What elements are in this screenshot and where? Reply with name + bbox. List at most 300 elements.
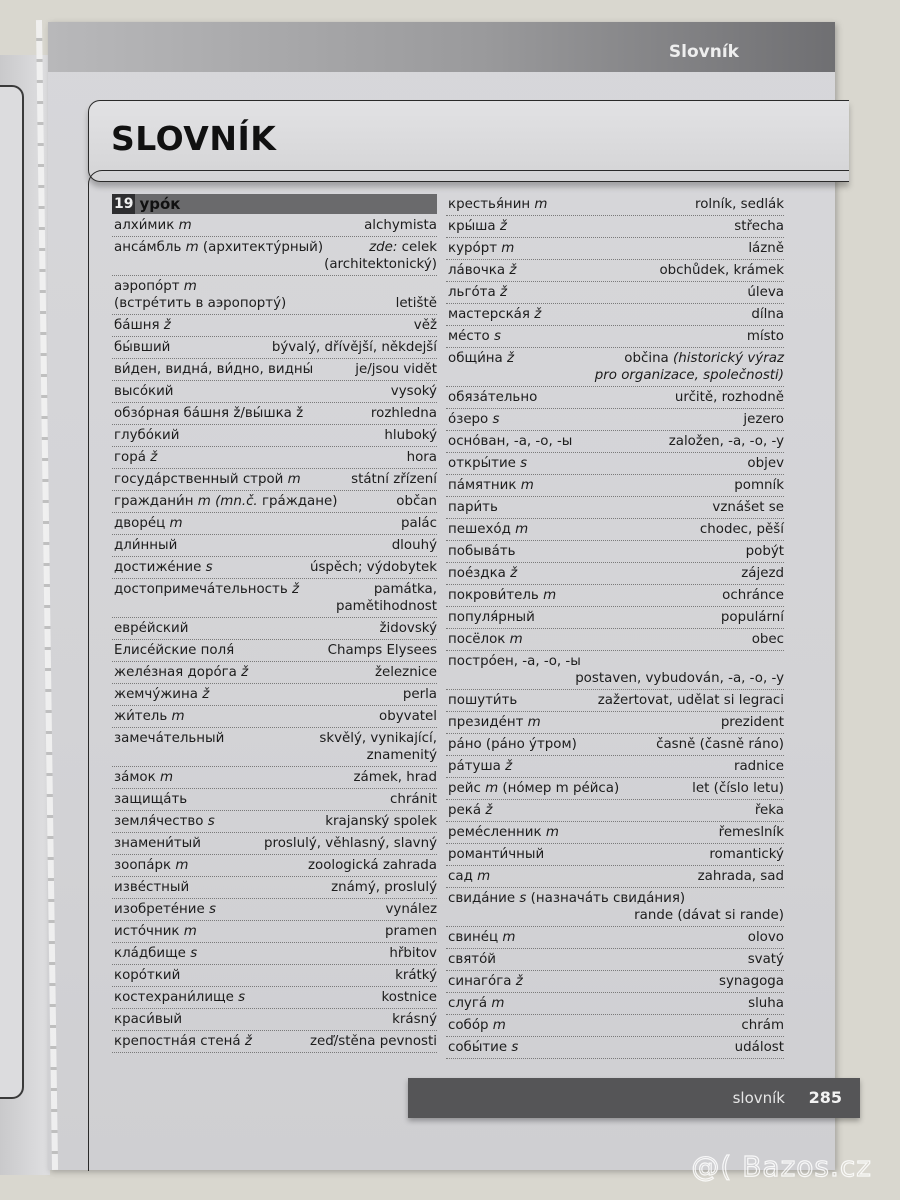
- entry-row: [114, 945, 437, 962]
- dictionary-entry: [112, 684, 437, 706]
- dictionary-entry: [446, 541, 784, 563]
- entry-row: [114, 791, 437, 808]
- czech-translation: [354, 769, 437, 786]
- gender-marker: m: [485, 781, 499, 796]
- gender-marker: ž: [150, 450, 158, 465]
- gender-marker: s: [207, 814, 215, 829]
- russian-term: [448, 218, 507, 235]
- dictionary-entry: [112, 557, 437, 579]
- russian-word: жемчу́жина: [114, 687, 198, 702]
- entry-row: [448, 995, 784, 1012]
- translation-text: úspěch; výdobytek: [309, 560, 437, 575]
- dictionary-entry: [112, 728, 437, 767]
- russian-term: [448, 521, 528, 538]
- translation-text: ochránce: [722, 588, 784, 603]
- czech-translation: [369, 239, 437, 256]
- czech-translation: [747, 455, 784, 472]
- translation-text: zájezd: [741, 566, 784, 581]
- czech-translation: [389, 945, 437, 962]
- translation-text: synagoga: [719, 974, 784, 989]
- entry-row: [448, 973, 784, 990]
- entry-row: [448, 306, 784, 323]
- russian-term: [448, 973, 523, 990]
- russian-term: [114, 239, 323, 256]
- translation-text: řeka: [754, 803, 784, 818]
- gender-marker: s: [511, 1040, 519, 1055]
- entry-row-2: [114, 295, 437, 312]
- translation-text: proslulý, věhlasný, slavný: [264, 836, 437, 851]
- entry-row: [114, 471, 437, 488]
- gender-marker: m: [159, 770, 174, 785]
- translation-text: řemeslník: [718, 825, 784, 840]
- russian-word: изобретéние: [114, 902, 205, 917]
- russian-term: [114, 559, 213, 576]
- russian-word: романти́чный: [448, 847, 545, 862]
- russian-term: [448, 868, 490, 885]
- dictionary-entry: [446, 629, 784, 651]
- czech-translation: [308, 857, 437, 874]
- dictionary-entry: [446, 949, 784, 971]
- russian-term: [114, 317, 171, 334]
- dictionary-entry: [446, 497, 784, 519]
- entry-row: [114, 642, 437, 659]
- gender-marker: m: [183, 279, 197, 294]
- russian-term: [114, 901, 216, 918]
- russian-note: (mn.č.: [215, 494, 258, 509]
- gender-marker: m: [502, 930, 516, 945]
- entry-row: [448, 350, 784, 367]
- russian-word: мéсто: [448, 329, 490, 344]
- czech-translation: [741, 565, 784, 582]
- russian-word: желéзная дорóга: [114, 665, 237, 680]
- dictionary-entry: [446, 690, 784, 712]
- entry-row: [114, 901, 437, 918]
- gender-marker: m: [509, 632, 523, 647]
- russian-term: [114, 769, 173, 786]
- russian-term: [114, 664, 248, 681]
- russian-term: [114, 339, 170, 356]
- entry-row: [448, 951, 784, 968]
- russian-word: дли́нный: [114, 538, 178, 553]
- entry-row: [114, 278, 437, 295]
- dictionary-entry: [446, 387, 784, 409]
- czech-translation: [385, 923, 437, 940]
- translation-text: prezident: [720, 715, 784, 730]
- translation-text: skvělý, vynikající,: [319, 731, 437, 746]
- entry-row: [448, 1039, 784, 1056]
- czech-translation: [392, 1011, 437, 1028]
- russian-word: крепостнáя стенá: [114, 1034, 241, 1049]
- translation-text: hluboký: [384, 428, 437, 443]
- translation-text: památka,: [373, 582, 437, 597]
- czech-translation: [407, 449, 437, 466]
- gender-marker: ž: [515, 974, 523, 989]
- russian-word: глубóкий: [114, 428, 180, 443]
- left-column: [112, 194, 437, 1053]
- gender-marker: ž: [505, 759, 513, 774]
- czech-translation: [624, 350, 784, 367]
- russian-word: льгóта: [448, 285, 496, 300]
- entry-row: [114, 1011, 437, 1028]
- entry-row: [448, 218, 784, 235]
- russian-term: [448, 780, 619, 797]
- entry-row: [448, 758, 784, 775]
- gender-marker: ž: [510, 566, 518, 581]
- gender-marker: m: [491, 996, 505, 1011]
- russian-term: [114, 945, 197, 962]
- russian-word: госудáрственный строй: [114, 472, 284, 487]
- translation-text: pobýt: [745, 544, 784, 559]
- russian-word: рейс: [448, 781, 481, 796]
- russian-word: рекá: [448, 803, 482, 818]
- dictionary-entry: [446, 453, 784, 475]
- translation-text: zámek, hrad: [353, 770, 437, 785]
- russian-term: [448, 714, 541, 731]
- translation-text: perla: [402, 687, 437, 702]
- dictionary-entry: [112, 921, 437, 943]
- russian-term: [114, 361, 313, 378]
- dictionary-entry: [446, 409, 784, 431]
- entry-row: [448, 929, 784, 946]
- dictionary-entry: [112, 640, 437, 662]
- czech-translation: [371, 405, 437, 422]
- gender-marker: s: [238, 990, 246, 1005]
- russian-word: зоопáрк: [114, 858, 172, 873]
- entry-row: [114, 449, 437, 466]
- entry-row: [114, 664, 437, 681]
- entry-row: [448, 499, 784, 516]
- czech-translation: [379, 620, 437, 637]
- entry-row: [448, 868, 784, 885]
- russian-term: [114, 686, 209, 703]
- dictionary-entry: [446, 734, 784, 756]
- translation-text: občan: [396, 494, 437, 509]
- translation-text: celek: [401, 240, 437, 255]
- dictionary-entry: [446, 651, 784, 690]
- dictionary-entry: [112, 579, 437, 618]
- dictionary-entry: [112, 899, 437, 921]
- gender-marker: ž: [534, 307, 542, 322]
- russian-word: жи́тель: [114, 709, 168, 724]
- czech-translation: [385, 901, 437, 918]
- translation-text: chránit: [389, 792, 437, 807]
- russian-word: мастерскáя: [448, 307, 530, 322]
- russian-term: [448, 477, 534, 494]
- translation-text: letiště: [395, 296, 437, 311]
- entry-row: [114, 620, 437, 637]
- translation-text: časně (časně ráno): [656, 737, 784, 752]
- translation-text: objev: [747, 456, 784, 471]
- russian-term: [448, 609, 535, 626]
- russian-word: знамени́тый: [114, 836, 201, 851]
- gender-marker: s: [492, 412, 500, 427]
- dictionary-entry: [112, 315, 437, 337]
- czech-translation: [310, 559, 437, 576]
- russian-word: рáно (рáно у́тром): [448, 737, 577, 752]
- czech-translation: [403, 686, 437, 703]
- russian-term: [448, 328, 501, 345]
- czech-translation: [721, 609, 784, 626]
- entry-row: [448, 587, 784, 604]
- entry-row: [114, 317, 437, 334]
- russian-term: [114, 537, 177, 554]
- russian-term: [448, 1039, 518, 1056]
- gender-marker: m: [183, 924, 197, 939]
- gender-marker: s: [205, 560, 213, 575]
- translation-text: vysoký: [390, 384, 437, 399]
- czech-translation-line-2: znamenitý: [366, 748, 437, 763]
- dictionary-entry: [446, 1037, 784, 1059]
- russian-term: [114, 581, 299, 598]
- russian-word: защищáть: [114, 792, 188, 807]
- russian-word: оснóван, -а, -о, -ы: [448, 434, 573, 449]
- dictionary-entry: [112, 789, 437, 811]
- dictionary-entry: [446, 216, 784, 238]
- dictionary-entry: [112, 1009, 437, 1031]
- russian-word: свинéц: [448, 930, 499, 945]
- gender-marker: ž: [202, 687, 210, 702]
- entry-row: [114, 923, 437, 940]
- translation-text: let (číslo letu): [692, 781, 784, 796]
- translation-text: lázně: [748, 241, 784, 256]
- czech-translation: [414, 317, 437, 334]
- russian-term: [448, 995, 504, 1012]
- czech-translation: [598, 692, 784, 709]
- russian-term: [448, 758, 512, 775]
- translation-text: obec: [751, 632, 784, 647]
- translation-text: zažertovat, udělat si legraci: [597, 693, 784, 708]
- dictionary-entry: [446, 282, 784, 304]
- czech-translation: [755, 802, 784, 819]
- translation-text: založen, -a, -o, -y: [668, 434, 784, 449]
- russian-word: собóр: [448, 1018, 489, 1033]
- entry-row: [114, 1033, 437, 1050]
- translation-text: dílna: [751, 307, 784, 322]
- entry-row: [114, 515, 437, 532]
- russian-term: [114, 493, 337, 510]
- czech-translation: [748, 951, 784, 968]
- translation-text: krajanský spolek: [325, 814, 437, 829]
- entry-row: [114, 427, 437, 444]
- translation-text: rolník, sedlák: [695, 197, 784, 212]
- entry-row: [114, 813, 437, 830]
- translation-text: dlouhý: [391, 538, 437, 553]
- czech-translation: [381, 989, 437, 1006]
- dictionary-entry: [446, 866, 784, 888]
- czech-translation: [748, 929, 784, 946]
- translation-text: alchymista: [364, 218, 437, 233]
- dictionary-entry: [446, 326, 784, 348]
- translation-text: romantický: [709, 847, 784, 862]
- translation-text: radnice: [733, 759, 784, 774]
- russian-word: общи́на: [448, 351, 503, 366]
- russian-term: [114, 449, 157, 466]
- dictionary-entry: [446, 585, 784, 607]
- russian-term: [448, 587, 556, 604]
- russian-word: свидáние: [448, 891, 516, 906]
- dictionary-entry: [112, 469, 437, 491]
- entry-row: [448, 780, 784, 797]
- lesson-heading: [112, 194, 437, 214]
- czech-translation: [743, 411, 784, 428]
- russian-extra: грáждане): [261, 494, 338, 509]
- translation-text: svatý: [747, 952, 784, 967]
- czech-translation: [374, 581, 437, 598]
- russian-term: [114, 278, 197, 295]
- russian-term: [114, 217, 192, 234]
- russian-word: курóрт: [448, 241, 498, 256]
- russian-term: [448, 890, 685, 907]
- russian-word: алхи́мик: [114, 218, 175, 233]
- russian-term: [448, 389, 537, 406]
- russian-extra: (назначáть свидáния): [530, 891, 686, 906]
- entry-row: [114, 857, 437, 874]
- czech-translation: [375, 664, 437, 681]
- czech-translation: [675, 389, 784, 406]
- russian-extra: (нóмер m рéйса): [502, 781, 620, 796]
- russian-term: [114, 835, 201, 852]
- lesson-word: урóк: [139, 195, 181, 213]
- russian-word: высóкий: [114, 384, 174, 399]
- entry-row: [448, 477, 784, 494]
- gender-marker: m: [287, 472, 301, 487]
- czech-translation: [695, 196, 784, 213]
- dictionary-entry: [446, 712, 784, 734]
- russian-term: [448, 262, 516, 279]
- russian-word: извéстный: [114, 880, 190, 895]
- russian-word: дворéц: [114, 516, 166, 531]
- gender-marker: s: [520, 456, 528, 471]
- russian-word: пошути́ть: [448, 693, 518, 708]
- dictionary-entry: [112, 237, 437, 276]
- czech-translation: [709, 846, 784, 863]
- dictionary-entry: [446, 475, 784, 497]
- czech-translation-line-2: rande (dávat si rande): [634, 908, 784, 923]
- russian-term: [114, 813, 215, 830]
- czech-translation: [401, 515, 437, 532]
- entry-row: [114, 239, 437, 256]
- dictionary-entry: [112, 403, 437, 425]
- czech-translation: [331, 879, 437, 896]
- translation-text: hora: [406, 450, 437, 465]
- translation-text: krátký: [395, 968, 437, 983]
- russian-term: [114, 427, 179, 444]
- czech-translation: [751, 306, 784, 323]
- translation-text: rozhledna: [370, 406, 437, 421]
- dictionary-entry: [446, 927, 784, 949]
- dictionary-entry: [112, 535, 437, 557]
- russian-term: [114, 642, 234, 659]
- entry-row: [448, 736, 784, 753]
- page-number: 285: [808, 1088, 842, 1107]
- gender-marker: m: [520, 478, 534, 493]
- czech-translation: [656, 736, 784, 753]
- footer-band: [408, 1078, 860, 1118]
- russian-word: истóчник: [114, 924, 180, 939]
- czech-translation: [364, 217, 437, 234]
- russian-phrase: (встрéтить в аэропорту́): [114, 296, 287, 311]
- czech-translation: [721, 714, 784, 731]
- dictionary-entry: [112, 833, 437, 855]
- translation-text: zoologická zahrada: [307, 858, 437, 873]
- translation-text: určitě, rozhodně: [674, 390, 784, 405]
- russian-term: [114, 471, 301, 488]
- gender-marker: s: [209, 902, 216, 917]
- russian-term: [114, 923, 197, 940]
- russian-term: [448, 543, 516, 560]
- russian-term: [448, 284, 507, 301]
- czech-translation: [722, 587, 784, 604]
- czech-translation: [748, 240, 784, 257]
- russian-word: костехрани́лище: [114, 990, 234, 1005]
- gender-marker: ž: [485, 803, 493, 818]
- dictionary-entry: [446, 519, 784, 541]
- russian-word: Елисéйские поля́: [114, 643, 235, 658]
- czech-translation: [700, 521, 784, 538]
- russian-term: [114, 791, 187, 808]
- czech-translation-line-2: postaven, vybudován, -a, -o, -y: [575, 671, 784, 686]
- entry-row: [114, 835, 437, 852]
- russian-word: обзóрная бáшня ž/вы́шка ž: [114, 406, 304, 421]
- running-head: Slovník: [668, 42, 739, 62]
- translation-text: pramen: [385, 924, 437, 939]
- gender-marker: m: [543, 588, 557, 603]
- entry-row: [114, 708, 437, 725]
- entry-row: [448, 284, 784, 301]
- gender-marker: m: [197, 494, 211, 509]
- czech-translation: [698, 868, 784, 885]
- russian-word: пешехóд: [448, 522, 511, 537]
- czech-translation: [328, 642, 437, 659]
- russian-word: зáмок: [114, 770, 156, 785]
- translation-text: pomník: [734, 478, 784, 493]
- russian-word: краси́вый: [114, 1012, 183, 1027]
- russian-word: крестья́нин: [448, 197, 531, 212]
- dictionary-entry: [446, 431, 784, 453]
- russian-word: ви́ден, виднá, ви́дно, видны́: [114, 362, 314, 377]
- dictionary-entry: [112, 987, 437, 1009]
- gender-marker: m: [175, 858, 189, 873]
- translation-text: je/jsou vidět: [355, 362, 437, 377]
- entry-row: [448, 455, 784, 472]
- gender-marker: m: [171, 709, 185, 724]
- dictionary-entry: [112, 425, 437, 447]
- entry-row: [448, 653, 784, 670]
- czech-translation: [379, 708, 437, 725]
- czech-translation: [272, 339, 437, 356]
- russian-term: [114, 857, 188, 874]
- entry-row: [114, 879, 437, 896]
- top-band: [48, 22, 835, 72]
- czech-translation-line-2: [448, 367, 784, 384]
- entry-row: [448, 196, 784, 213]
- czech-translation: [264, 835, 437, 852]
- russian-term: [448, 350, 514, 367]
- russian-word: ремéсленник: [448, 825, 542, 840]
- dictionary-entry: [112, 215, 437, 237]
- russian-word: земля́чество: [114, 814, 204, 829]
- russian-term: [448, 846, 544, 863]
- czech-translation: [748, 995, 784, 1012]
- watermark: @( Bazos.cz: [691, 1150, 872, 1183]
- dictionary-entry: [446, 800, 784, 822]
- russian-word: пострóен, -а, -о, -ы: [448, 654, 581, 669]
- czech-translation: [396, 295, 437, 312]
- gender-marker: ž: [499, 285, 507, 300]
- entry-row: [114, 361, 437, 378]
- gender-marker: ž: [291, 582, 300, 597]
- czech-translation: [310, 1033, 437, 1050]
